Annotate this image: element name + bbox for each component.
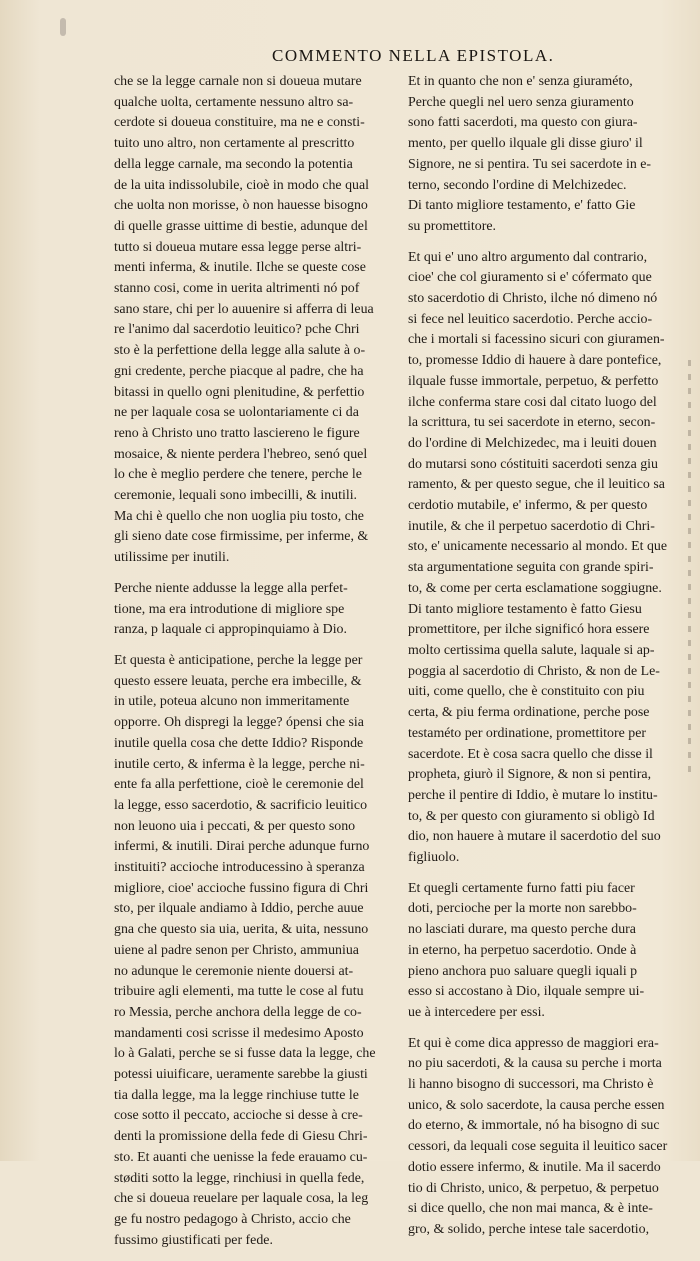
left-column bbox=[114, 72, 402, 1261]
text-line: non leuono uia i peccati, & per questo sono bbox=[114, 818, 356, 834]
text-line: utilissime per inutili. bbox=[114, 550, 230, 566]
text-line: Ma chi è quello che non uoglia piu tosto, che bbox=[114, 508, 364, 524]
paragraph bbox=[408, 248, 686, 869]
text-line: dio, non hauere à mutare il sacerdotio del suo bbox=[408, 829, 661, 845]
text-line: cioe' che col giuramento si e' cófermato que bbox=[408, 270, 652, 286]
text-line: Et quegli certamente furno fatti piu facer bbox=[408, 880, 635, 896]
text-line: che uolta non morisse, ò non hauesse bisogno bbox=[114, 198, 368, 214]
paragraph bbox=[408, 1034, 686, 1241]
text-line: la scrittura, tu sei sacerdote in eterno, secon- bbox=[408, 415, 656, 431]
text-line: ne per laquale cosa se uolontariamente ci da bbox=[114, 405, 359, 421]
text-line: della legge carnale, ma secondo la potentia bbox=[114, 156, 353, 172]
text-line: in eterno, ha perpetuo sacerdotio. Onde à bbox=[408, 942, 637, 958]
text-line: stanno cosi, come in uerita altrimenti nó pof bbox=[114, 281, 360, 297]
text-line: no piu sacerdoti, & la causa su perche i morta bbox=[408, 1056, 662, 1072]
text-line: to, promesse Iddio di hauere à dare pontefice, bbox=[408, 353, 662, 369]
text-line: unico, & solo sacerdote, la causa perche essen bbox=[408, 1097, 665, 1113]
text-line: Signore, ne si pentira. Tu sei sacerdote in e- bbox=[408, 156, 652, 172]
text-line: perche il pentire di Iddio, è mutare lo institu- bbox=[408, 787, 658, 803]
text-line: do mutarsi sono cóstituiti sacerdoti senza giu bbox=[408, 456, 658, 472]
text-line: sta argumentatione seguita con grande spiri- bbox=[408, 560, 654, 576]
text-line: tribuire agli elementi, ma tutte le cose al futu bbox=[114, 984, 364, 1000]
text-line: to, & come per certa esclamatione soggiugne. bbox=[408, 580, 662, 596]
text-line: menti inferma, & inutile. Ilche se queste cose bbox=[114, 260, 366, 276]
text-line: lo à Galati, perche se si fusse data la legge, che bbox=[114, 1046, 376, 1062]
text-line: la legge, esso sacerdotio, & sacrificio leuitico bbox=[114, 797, 368, 813]
binding-thread-mark bbox=[60, 18, 66, 36]
text-line: Perche niente addusse la legge alla perfet- bbox=[114, 580, 348, 596]
paragraph bbox=[408, 72, 686, 238]
text-line: Perche quegli nel uero senza giuramento bbox=[408, 94, 634, 110]
text-line: instituiti? accioche introducessino à speranza bbox=[114, 860, 365, 876]
text-line: si dice quello, che non mai manca, & è inte- bbox=[408, 1201, 653, 1217]
text-line: ranza, p laquale ci appropinquiamo à Dio. bbox=[114, 622, 347, 638]
running-header: COMMENTO NELLA EPISTOLA. bbox=[272, 46, 555, 65]
text-line: uiti, come quello, che è constituito con piu bbox=[408, 684, 645, 700]
text-line: re l'animo dal sacerdotio leuitico? pche Chri bbox=[114, 322, 360, 338]
text-line: mosaice, & niente perdera l'hebreo, senó quel bbox=[114, 446, 368, 462]
text-line: ue à intercedere per essi. bbox=[408, 1004, 545, 1020]
paragraph bbox=[114, 72, 402, 569]
right-column bbox=[408, 72, 686, 1251]
text-line: cessori, da lequali cose seguita il leuitico sacer bbox=[408, 1139, 668, 1155]
text-line: si fece nel leuitico sacerdotio. Perche accio- bbox=[408, 311, 653, 327]
text-line: che si doueua reuelare per laquale cosa, la leg bbox=[114, 1191, 369, 1207]
text-line: fussimo giustificati per fede. bbox=[114, 1232, 273, 1248]
text-line: inutile quella cosa che dette Iddio? Risponde bbox=[114, 735, 364, 751]
text-line: gna che questo sia uia, uerita, & uita, nessuno bbox=[114, 922, 369, 938]
text-line: in utile, poteua alcuno non immeritamente bbox=[114, 694, 350, 710]
margin-shadow bbox=[688, 360, 691, 780]
text-line: tione, ma era introdutione di migliore spe bbox=[114, 601, 345, 617]
paragraph bbox=[114, 651, 402, 1251]
text-line: su promettitore. bbox=[408, 218, 496, 234]
text-line: inutile certo, & inferma è la legge, perche ni- bbox=[114, 756, 365, 772]
text-line: Et qui e' uno altro argumento dal contrario, bbox=[408, 249, 648, 265]
text-line: che se la legge carnale non si doueua mutare bbox=[114, 74, 362, 89]
text-line: Et questa è anticipatione, perche la legge per bbox=[114, 652, 363, 668]
text-line: pieno anchora puo saluare quegli iquali p bbox=[408, 963, 638, 979]
text-line: do eterno, & immortale, nó ha bisogno di suc bbox=[408, 1118, 660, 1134]
text-line: sto, per ilquale andiamo à Iddio, perche auue bbox=[114, 901, 364, 917]
text-line: reno à Christo uno tratto lasciereno le figure bbox=[114, 425, 360, 441]
text-line: migliore, cioe' accioche fussino figura di Chri bbox=[114, 880, 369, 896]
text-line: infermi, & inutili. Dirai perche adunque furno bbox=[114, 839, 370, 855]
text-line: ge fu nostro pedagogo à Christo, accio che bbox=[114, 1211, 351, 1227]
text-line: questo essere leuata, perche era imbecille, & bbox=[114, 673, 362, 689]
text-line: li hanno bisogno di successori, ma Christo è bbox=[408, 1077, 654, 1093]
text-line: Di tanto migliore testamento, e' fatto Gie bbox=[408, 198, 636, 214]
text-line: certa, & piu ferma ordinatione, perche pose bbox=[408, 705, 650, 721]
text-line: ramento, & per questo segue, che il leuitico sa bbox=[408, 477, 665, 493]
text-line: inutile, & che il perpetuo sacerdotio di Chri- bbox=[408, 518, 655, 534]
text-line: do l'ordine di Melchizedec, ma i leuiti douen bbox=[408, 435, 657, 451]
text-line: uiene al padre senon per Christo, ammuniua bbox=[114, 942, 359, 958]
text-line: denti la promissione della fede di Giesu Chri- bbox=[114, 1129, 368, 1145]
text-line: gli sieno date cose firmissime, per inferme, & bbox=[114, 529, 369, 545]
text-line: tutto si doueua mutare essa legge perse altri- bbox=[114, 239, 362, 255]
text-line: sto è la perfettione della legge alla salute à o- bbox=[114, 343, 366, 359]
text-line: ilche conferma stare cosi dal citato luogo del bbox=[408, 394, 657, 410]
text-line: sono fatti sacerdoti, ma questo con giura- bbox=[408, 115, 638, 131]
text-line: cerdotio mutabile, e' infermo, & per questo bbox=[408, 498, 648, 514]
text-line: terno, secondo l'ordine di Melchizedec. bbox=[408, 177, 627, 193]
text-line: støditi sotto la legge, rinchiusi in quella fede, bbox=[114, 1170, 365, 1186]
paragraph bbox=[114, 579, 402, 641]
text-line: propheta, giurò il Signore, & non si pentira, bbox=[408, 767, 652, 783]
text-line: tio di Christo, unico, & perpetuo, & perpetuo bbox=[408, 1180, 659, 1196]
text-line: tia dalla legge, ma la legge rinchiuse tutte le bbox=[114, 1087, 359, 1103]
text-line: sto, e' unicamente necessario al mondo. Et que bbox=[408, 539, 668, 555]
text-line: bitassi in quello ogni plenitudine, & perfettio bbox=[114, 384, 365, 400]
text-line: sto sacerdotio di Christo, ilche nó dimeno nó bbox=[408, 291, 658, 307]
text-line: ilquale fusse immortale, perpetuo, & perfetto bbox=[408, 373, 659, 389]
text-line: de la uita indissolubile, cioè in modo che qual bbox=[114, 177, 369, 193]
text-line: gni credente, perche piacque al padre, che ha bbox=[114, 363, 364, 379]
text-line: doti, percioche per la morte non sarebbo- bbox=[408, 901, 637, 917]
text-line: ceremonie, lequali sono imbecilli, & inutili. bbox=[114, 488, 358, 504]
text-line: sano stare, chi per lo auuenire si afferra di leua bbox=[114, 301, 374, 317]
text-line: tuito uno altro, non certamente al prescritto bbox=[114, 136, 355, 152]
text-line: Di tanto migliore testamento è fatto Giesu bbox=[408, 601, 642, 617]
text-line: ro Messia, perche anchora della legge de co- bbox=[114, 1004, 362, 1020]
text-line: promettitore, per ilche significó hora essere bbox=[408, 622, 650, 638]
text-line: sto. Et auanti che uenisse la fede erauamo cu- bbox=[114, 1149, 368, 1165]
text-line: ente fa alla perfettione, cioè le ceremonie del bbox=[114, 777, 364, 793]
text-line: molto certissima quella salute, laquale si ap- bbox=[408, 642, 655, 658]
text-line: cerdote si doueua constituire, ma ne e consti- bbox=[114, 115, 365, 131]
text-line: mento, per quello ilquale gli disse giuro' il bbox=[408, 136, 643, 152]
text-line: lo che è meglio perdere che tenere, perche le bbox=[114, 467, 362, 483]
text-line: esso si accostano à Dio, ilquale sempre ui- bbox=[408, 984, 645, 1000]
text-line: testaméto per ordinatione, promettitore per bbox=[408, 725, 646, 741]
text-line: opporre. Oh dispregi la legge? ópensi che sia bbox=[114, 715, 364, 731]
text-line: qualche uolta, certamente nessuno altro sa- bbox=[114, 94, 354, 110]
paragraph bbox=[408, 879, 686, 1024]
text-line: che i mortali si facessino sicuri con giuramen- bbox=[408, 332, 665, 348]
text-line: di quelle grasse uittime di bestie, adunque del bbox=[114, 218, 368, 234]
text-line: gro, & solido, perche intese tale sacerdotio, bbox=[408, 1221, 650, 1237]
text-line: potessi uiuificare, ueramente sarebbe la giusti bbox=[114, 1067, 368, 1083]
text-line: sacerdote. Et è cosa sacra quello che disse il bbox=[408, 746, 653, 762]
text-line: Et qui è come dica appresso de maggiori era- bbox=[408, 1035, 659, 1051]
text-line: Et in quanto che non e' senza giuraméto, bbox=[408, 74, 633, 89]
text-line: mandamenti cosi scrisse il medesimo Aposto bbox=[114, 1025, 364, 1041]
text-line: poggia al sacerdotio di Christo, & non de Le- bbox=[408, 663, 660, 679]
text-line: cose sotto il peccato, accioche si desse à cre- bbox=[114, 1108, 363, 1124]
text-line: figliuolo. bbox=[408, 850, 460, 866]
text-line: no lasciati durare, ma questo perche dura bbox=[408, 922, 636, 938]
text-line: no adunque le ceremonie niente douersi at- bbox=[114, 963, 354, 979]
text-line: dotio essere infermo, & inutile. Ma il sacerdo bbox=[408, 1159, 661, 1175]
text-line: to, & per questo con giuramento si obligò Id bbox=[408, 808, 655, 824]
